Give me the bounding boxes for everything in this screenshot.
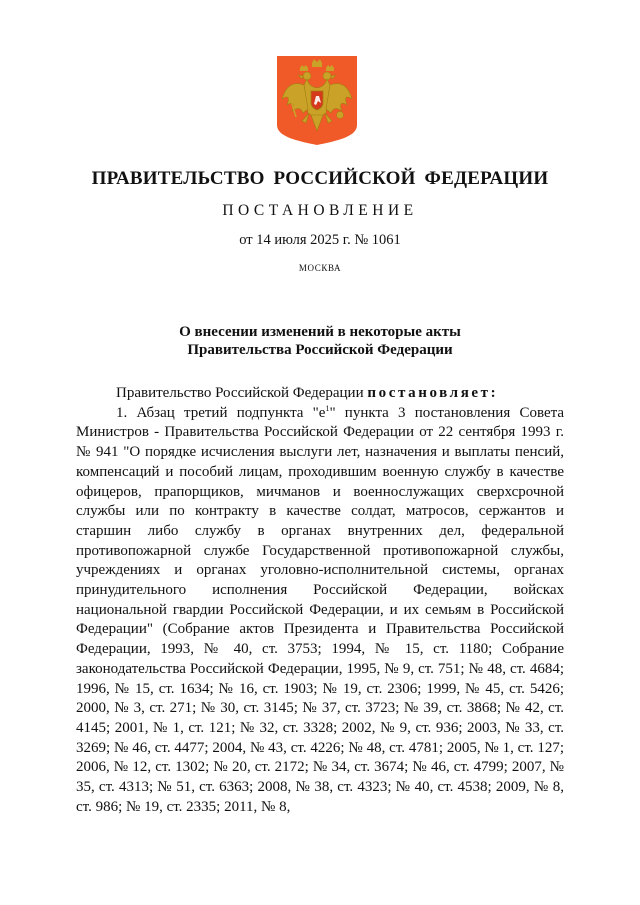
paragraph-1-text: " пункта 3 постановления Совета Министров - Правительства Российской Федерации от 22 сентября 1993 г. № 941 "О порядке исчисления выслуги лет, назначения и выплаты пенсий, компенсаций и пособий лицам, проходившим военную службу в качестве офицеров, прапорщиков, мичманов и военнослужащих сверхсрочной службы или по контракту в качестве солдат, матросов, сержантов и старшин либо службу в органах внутренних дел, федеральной противопожарной службе Государственной противопожарной службы, учреждениях и органах уголовно-исполнительной системы, органах принудительного исполнения Российской Федерации, войсках национальной гвардии Российской Федерации, и их семьям в Российской Федерации" (Собрание актов Президента и Правительства Российской Федерации, 1993, № 40, ст. 3753; 1994, № 15, ст. 1180; Собрание законодательства Российской Федерации, 1995, № 9, ст. 751; № 48, ст. 4684; 1996, № 15, ст. 1634; № 16, ст. 1903; № 19, ст. 2306; 1999, № 45, ст. 5426; 2000, № 3, ст. 271; № 30, ст. 3145; № 37, ст. 3723; № 39, ст. 3868; № 42, ст. 4145; 2001, № 1, ст. 121; № 32, ст. 3328; 2002, № 9, ст. 936; 2003, № 33, ст. 3269; № 46, ст. 4477; 2004, № 43, ст. 4226; № 48, ст. 4781; 2005, № 1, ст. 127; 2006, № 12, ст. 1302; № 20, ст. 2172; № 34, ст. 3674; № 46, ст. 4799; 2007, № 35, ст. 4313; № 51, ст. 6363; 2008, № 38, ст. 4323; № 40, ст. 4538; 2009, № 8, ст. 986; № 19, ст. 2335; 2011, № 8, bbox=[76, 404, 564, 815]
paragraph-1 bbox=[76, 404, 564, 818]
paragraph-1-start: 1. Абзац третий подпункта "е bbox=[116, 404, 326, 421]
intro-paragraph bbox=[76, 384, 564, 404]
intro-verb: постановляет: bbox=[367, 385, 499, 401]
document-body bbox=[76, 384, 564, 817]
coat-of-arms-russia-icon bbox=[276, 55, 358, 145]
subject-line-1: О внесении изменений в некоторые акты bbox=[179, 324, 461, 340]
document-date-number: от 14 июля 2025 г. № 1061 bbox=[239, 232, 401, 248]
document-city: МОСКВА bbox=[298, 263, 342, 273]
government-title: ПРАВИТЕЛЬСТВО РОССИЙСКОЙ ФЕДЕРАЦИИ bbox=[91, 168, 549, 189]
subject-line-2: Правительства Российской Федерации bbox=[187, 342, 453, 358]
document-subject bbox=[0, 323, 640, 359]
intro-text: Правительство Российской Федерации bbox=[116, 385, 368, 401]
document-type: ПОСТАНОВЛЕНИЕ bbox=[222, 202, 418, 219]
paragraph-1-superscript: 1 bbox=[325, 403, 330, 413]
